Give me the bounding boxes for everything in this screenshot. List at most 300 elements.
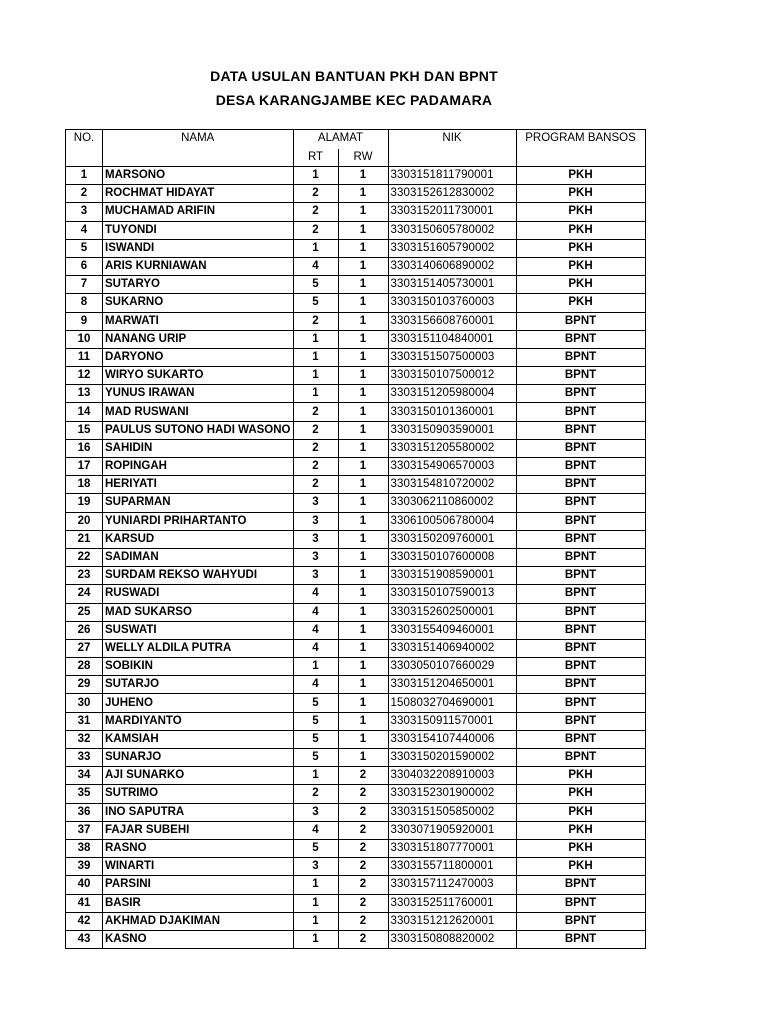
cell-rt: 3 [293,548,338,566]
cell-program: BPNT [516,749,645,767]
cell-rt: 3 [293,494,338,512]
cell-program: BPNT [516,930,645,948]
cell-rw: 1 [338,385,388,403]
cell-rt: 5 [293,694,338,712]
cell-no: 10 [66,330,103,348]
cell-program: BPNT [516,567,645,585]
cell-nik: 3303062110860002 [388,494,516,512]
cell-no: 33 [66,749,103,767]
cell-nama: SUKARNO [103,294,294,312]
cell-no: 40 [66,876,103,894]
cell-nik: 3303150103760003 [388,294,516,312]
cell-rw: 1 [338,676,388,694]
cell-program: BPNT [516,639,645,657]
cell-program: PKH [516,767,645,785]
cell-rw: 1 [338,548,388,566]
header-program: PROGRAM BANSOS [516,130,645,167]
cell-no: 28 [66,658,103,676]
cell-program: PKH [516,821,645,839]
cell-rt: 3 [293,803,338,821]
cell-program: BPNT [516,348,645,366]
cell-nama: NANANG URIP [103,330,294,348]
cell-no: 43 [66,930,103,948]
cell-rt: 1 [293,385,338,403]
cell-program: PKH [516,221,645,239]
cell-rt: 1 [293,167,338,185]
cell-nama: FAJAR SUBEHI [103,821,294,839]
cell-rt: 2 [293,203,338,221]
cell-nik: 3303150107600008 [388,548,516,566]
cell-rw: 2 [338,912,388,930]
table-row [66,567,646,585]
cell-nik: 3303151405730001 [388,276,516,294]
cell-no: 9 [66,312,103,330]
cell-rt: 5 [293,730,338,748]
table-row [66,603,646,621]
cell-no: 17 [66,458,103,476]
cell-nik: 3303150107500012 [388,367,516,385]
cell-rt: 3 [293,567,338,585]
cell-rt: 1 [293,658,338,676]
cell-program: PKH [516,276,645,294]
cell-nik: 3303151505850002 [388,803,516,821]
cell-no: 27 [66,639,103,657]
cell-nama: KASNO [103,930,294,948]
cell-nik: 3303071905920001 [388,821,516,839]
cell-nama: SUTARJO [103,676,294,694]
table-row [66,512,646,530]
cell-rw: 1 [338,221,388,239]
cell-no: 6 [66,257,103,275]
cell-nama: KAMSIAH [103,730,294,748]
table-row [66,421,646,439]
cell-no: 41 [66,894,103,912]
header-rt: RT [293,149,338,167]
cell-rw: 2 [338,876,388,894]
table-row [66,385,646,403]
table-row [66,839,646,857]
header-nama: NAMA [103,130,294,167]
cell-program: PKH [516,257,645,275]
cell-rw: 1 [338,585,388,603]
header-alamat: ALAMAT [293,130,388,150]
cell-no: 24 [66,585,103,603]
cell-nik: 3303154906570003 [388,458,516,476]
cell-nik: 3303152602500001 [388,603,516,621]
table-row [66,785,646,803]
table-row [66,658,646,676]
cell-nama: HERIYATI [103,476,294,494]
table-row [66,585,646,603]
cell-nama: PAULUS SUTONO HADI WASONO [103,421,294,439]
cell-no: 35 [66,785,103,803]
cell-nik: 3303150107590013 [388,585,516,603]
cell-nama: WINARTI [103,858,294,876]
table-row [66,858,646,876]
cell-nik: 3303150808820002 [388,930,516,948]
recipient-table [65,129,646,949]
cell-no: 14 [66,403,103,421]
cell-program: BPNT [516,494,645,512]
cell-nik: 3303152301900002 [388,785,516,803]
cell-nik: 3303156608760001 [388,312,516,330]
cell-rt: 4 [293,676,338,694]
cell-rt: 1 [293,767,338,785]
table-row [66,330,646,348]
table-row [66,530,646,548]
cell-nama: SUPARMAN [103,494,294,512]
cell-program: PKH [516,239,645,257]
cell-nama: ROPINGAH [103,458,294,476]
table-row [66,476,646,494]
cell-rw: 2 [338,894,388,912]
cell-program: BPNT [516,676,645,694]
cell-no: 37 [66,821,103,839]
cell-nik: 3303152612830002 [388,185,516,203]
cell-nik: 3303150605780002 [388,221,516,239]
cell-rt: 5 [293,749,338,767]
cell-rt: 4 [293,585,338,603]
cell-program: BPNT [516,712,645,730]
table-row [66,239,646,257]
cell-no: 22 [66,548,103,566]
cell-no: 39 [66,858,103,876]
table-row [66,185,646,203]
cell-rt: 2 [293,476,338,494]
table-row [66,439,646,457]
table-row [66,221,646,239]
cell-program: BPNT [516,621,645,639]
cell-rt: 5 [293,712,338,730]
cell-nik: 3306100506780004 [388,512,516,530]
cell-nama: MARSONO [103,167,294,185]
cell-nik: 3303140606890002 [388,257,516,275]
cell-rt: 2 [293,458,338,476]
cell-nama: PARSINI [103,876,294,894]
cell-rw: 1 [338,494,388,512]
cell-program: BPNT [516,694,645,712]
cell-rw: 2 [338,785,388,803]
cell-rw: 1 [338,712,388,730]
cell-nama: SAHIDIN [103,439,294,457]
cell-program: PKH [516,203,645,221]
cell-program: BPNT [516,585,645,603]
cell-no: 13 [66,385,103,403]
cell-no: 15 [66,421,103,439]
cell-rw: 1 [338,621,388,639]
table-row [66,876,646,894]
table-row [66,403,646,421]
cell-nik: 3303150201590002 [388,749,516,767]
cell-no: 25 [66,603,103,621]
cell-rt: 4 [293,821,338,839]
document-title: DATA USULAN BANTUAN PKH DAN BPNT [210,68,498,84]
cell-nik: 3303154107440006 [388,730,516,748]
cell-rw: 1 [338,603,388,621]
cell-no: 16 [66,439,103,457]
cell-nik: 3303155711800001 [388,858,516,876]
cell-rw: 1 [338,658,388,676]
cell-nik: 3303151908590001 [388,567,516,585]
cell-rw: 2 [338,821,388,839]
cell-rt: 2 [293,185,338,203]
cell-no: 20 [66,512,103,530]
cell-nik: 3303151205580002 [388,439,516,457]
cell-rt: 1 [293,239,338,257]
cell-nama: ROCHMAT HIDAYAT [103,185,294,203]
cell-program: PKH [516,185,645,203]
cell-program: BPNT [516,458,645,476]
cell-nama: AJI SUNARKO [103,767,294,785]
cell-nama: SURDAM REKSO WAHYUDI [103,567,294,585]
table-row [66,312,646,330]
cell-rt: 4 [293,257,338,275]
cell-rw: 1 [338,367,388,385]
cell-nama: SADIMAN [103,548,294,566]
cell-no: 32 [66,730,103,748]
cell-rw: 1 [338,530,388,548]
cell-no: 31 [66,712,103,730]
cell-no: 21 [66,530,103,548]
cell-program: BPNT [516,894,645,912]
cell-rt: 1 [293,930,338,948]
cell-rw: 2 [338,930,388,948]
cell-rt: 1 [293,912,338,930]
cell-nama: MARDIYANTO [103,712,294,730]
table-row [66,294,646,312]
cell-rt: 2 [293,312,338,330]
cell-nik: 3303151406940002 [388,639,516,657]
cell-rt: 2 [293,221,338,239]
cell-nik: 3303050107660029 [388,658,516,676]
cell-program: BPNT [516,603,645,621]
cell-program: PKH [516,167,645,185]
cell-nama: JUHENO [103,694,294,712]
cell-nik: 3303154810720002 [388,476,516,494]
cell-nama: WELLY ALDILA PUTRA [103,639,294,657]
cell-program: BPNT [516,876,645,894]
cell-program: BPNT [516,312,645,330]
cell-nama: YUNUS IRAWAN [103,385,294,403]
cell-nik: 3303150903590001 [388,421,516,439]
cell-program: BPNT [516,548,645,566]
table-row [66,803,646,821]
cell-rt: 4 [293,639,338,657]
cell-nama: SUSWATI [103,621,294,639]
cell-no: 19 [66,494,103,512]
table-row [66,712,646,730]
cell-nama: RUSWADI [103,585,294,603]
table-row [66,676,646,694]
header-rw: RW [338,149,388,167]
cell-program: BPNT [516,403,645,421]
header-no: NO. [66,130,103,167]
cell-no: 42 [66,912,103,930]
cell-rt: 2 [293,439,338,457]
cell-rt: 5 [293,276,338,294]
cell-rw: 1 [338,476,388,494]
cell-rw: 1 [338,749,388,767]
table-row [66,621,646,639]
cell-program: PKH [516,839,645,857]
cell-nik: 1508032704690001 [388,694,516,712]
cell-no: 29 [66,676,103,694]
cell-nama: MUCHAMAD ARIFIN [103,203,294,221]
cell-program: PKH [516,294,645,312]
table-row [66,548,646,566]
cell-nik: 3303157112470003 [388,876,516,894]
cell-rt: 1 [293,348,338,366]
cell-rw: 1 [338,203,388,221]
cell-rt: 5 [293,839,338,857]
cell-program: PKH [516,803,645,821]
table-row [66,730,646,748]
cell-program: PKH [516,858,645,876]
cell-nama: MARWATI [103,312,294,330]
cell-no: 26 [66,621,103,639]
cell-no: 1 [66,167,103,185]
table-row [66,257,646,275]
cell-rw: 1 [338,512,388,530]
cell-program: BPNT [516,330,645,348]
cell-nik: 3303155409460001 [388,621,516,639]
cell-program: BPNT [516,658,645,676]
cell-rw: 1 [338,294,388,312]
cell-nik: 3303152511760001 [388,894,516,912]
cell-rt: 2 [293,403,338,421]
cell-nama: KARSUD [103,530,294,548]
cell-rt: 1 [293,894,338,912]
cell-nama: SUTRIMO [103,785,294,803]
cell-nama: TUYONDI [103,221,294,239]
cell-rt: 3 [293,530,338,548]
cell-rt: 2 [293,785,338,803]
cell-rw: 1 [338,730,388,748]
cell-no: 4 [66,221,103,239]
table-row [66,912,646,930]
cell-nama: SOBIKIN [103,658,294,676]
cell-nama: ARIS KURNIAWAN [103,257,294,275]
cell-rw: 1 [338,257,388,275]
cell-no: 38 [66,839,103,857]
cell-rw: 1 [338,639,388,657]
cell-nik: 3303151204650001 [388,676,516,694]
cell-rw: 1 [338,185,388,203]
cell-program: BPNT [516,367,645,385]
cell-program: BPNT [516,421,645,439]
cell-rw: 1 [338,439,388,457]
cell-no: 11 [66,348,103,366]
table-row [66,767,646,785]
cell-nama: BASIR [103,894,294,912]
table-row [66,821,646,839]
cell-rt: 5 [293,294,338,312]
cell-nik: 3303151104840001 [388,330,516,348]
cell-nik: 3303151807770001 [388,839,516,857]
cell-rw: 1 [338,239,388,257]
cell-rt: 1 [293,367,338,385]
cell-no: 8 [66,294,103,312]
cell-rw: 1 [338,694,388,712]
cell-no: 23 [66,567,103,585]
cell-rw: 1 [338,421,388,439]
cell-nik: 3303150101360001 [388,403,516,421]
cell-rw: 1 [338,458,388,476]
table-row [66,276,646,294]
cell-nik: 3303150209760001 [388,530,516,548]
table-row [66,694,646,712]
cell-nama: SUTARYO [103,276,294,294]
cell-rt: 1 [293,876,338,894]
table-row [66,203,646,221]
cell-rw: 1 [338,348,388,366]
table-row [66,367,646,385]
cell-program: PKH [516,785,645,803]
cell-rw: 1 [338,312,388,330]
cell-nama: WIRYO SUKARTO [103,367,294,385]
cell-rw: 1 [338,276,388,294]
cell-no: 18 [66,476,103,494]
cell-program: BPNT [516,530,645,548]
cell-nama: AKHMAD DJAKIMAN [103,912,294,930]
cell-nama: RASNO [103,839,294,857]
cell-nik: 3303151507500003 [388,348,516,366]
cell-nik: 3303151212620001 [388,912,516,930]
cell-rt: 3 [293,512,338,530]
cell-no: 34 [66,767,103,785]
cell-rt: 1 [293,330,338,348]
cell-no: 2 [66,185,103,203]
header-nik: NIK [388,130,516,167]
cell-no: 7 [66,276,103,294]
cell-rw: 2 [338,839,388,857]
cell-no: 12 [66,367,103,385]
table-row [66,749,646,767]
cell-nik: 3304032208910003 [388,767,516,785]
document-subtitle: DESA KARANGJAMBE KEC PADAMARA [215,92,493,108]
cell-rw: 2 [338,803,388,821]
cell-program: BPNT [516,512,645,530]
table-row [66,930,646,948]
cell-no: 5 [66,239,103,257]
cell-nik: 3303150911570001 [388,712,516,730]
cell-nama: YUNIARDI PRIHARTANTO [103,512,294,530]
cell-rw: 1 [338,330,388,348]
cell-program: BPNT [516,476,645,494]
cell-nama: ISWANDI [103,239,294,257]
cell-rw: 1 [338,567,388,585]
table-body [66,167,646,949]
cell-nik: 3303151811790001 [388,167,516,185]
cell-program: BPNT [516,730,645,748]
cell-no: 30 [66,694,103,712]
cell-rt: 3 [293,858,338,876]
cell-rt: 4 [293,621,338,639]
cell-rw: 1 [338,167,388,185]
table-row [66,639,646,657]
cell-nama: MAD RUSWANI [103,403,294,421]
cell-program: BPNT [516,439,645,457]
table-row [66,167,646,185]
cell-rt: 2 [293,421,338,439]
cell-rt: 4 [293,603,338,621]
table-row [66,494,646,512]
cell-program: BPNT [516,912,645,930]
table-row [66,894,646,912]
cell-rw: 2 [338,858,388,876]
cell-nik: 3303151205980004 [388,385,516,403]
table-row [66,458,646,476]
